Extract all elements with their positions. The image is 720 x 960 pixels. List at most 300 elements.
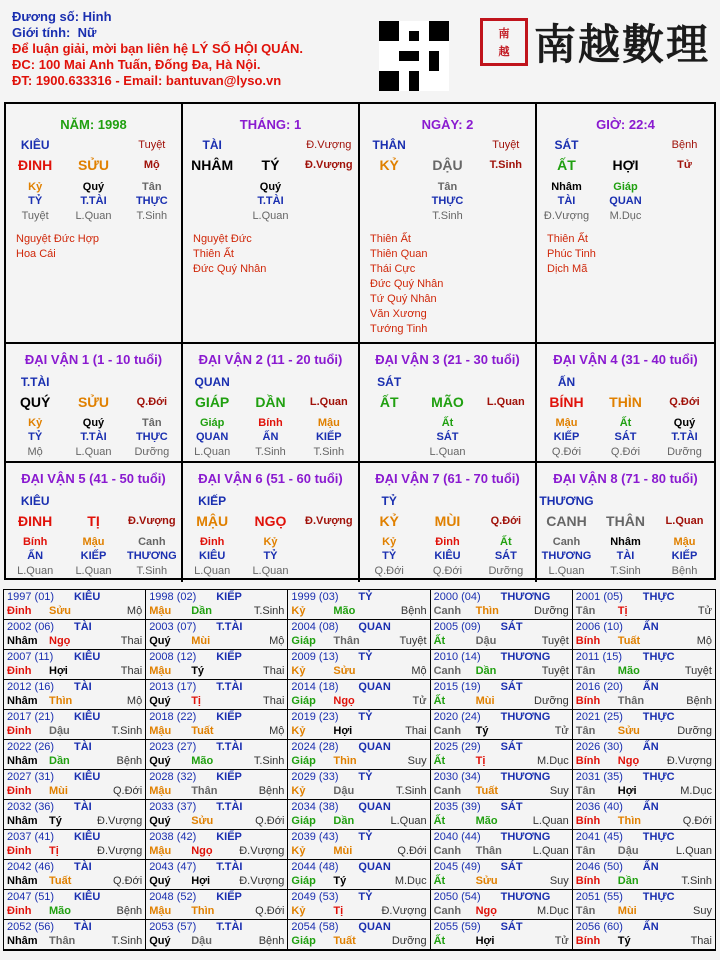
year-stem: Tân xyxy=(575,785,596,797)
year-cell xyxy=(288,620,430,650)
hidden-stage: Tuyệt xyxy=(21,210,49,222)
hidden-stem: Đinh xyxy=(435,536,460,548)
ten-god: KIẾP xyxy=(198,494,227,508)
year-stem: Quý xyxy=(149,875,171,887)
star-item: Nguyệt Đức xyxy=(193,233,252,245)
hidden-stage: T.Sinh xyxy=(432,210,463,222)
hidden-stages xyxy=(360,209,535,223)
year-branch: Thân xyxy=(617,695,645,707)
year-god: QUAN xyxy=(358,861,391,873)
year-cell xyxy=(288,920,430,950)
year-label: 2044 (48) xyxy=(291,861,339,873)
header-info xyxy=(12,9,303,89)
year-god: KIÊU xyxy=(74,831,101,843)
year-god: THƯƠNG xyxy=(500,831,551,843)
year-label: 2046 (50) xyxy=(575,861,623,873)
ten-god: ẤN xyxy=(557,375,576,389)
hidden-stage: T.Sinh xyxy=(255,446,286,458)
year-cell xyxy=(146,650,288,680)
year-god: THƯƠNG xyxy=(500,711,551,723)
year-stage: T.Sinh xyxy=(681,875,712,887)
year-branch: Thìn xyxy=(191,905,215,917)
hidden-stems xyxy=(360,180,535,194)
year-branch: Thân xyxy=(49,935,76,947)
ten-god: SÁT xyxy=(377,375,402,389)
year-god: THỰC xyxy=(642,831,675,843)
hidden-gods xyxy=(183,430,358,444)
stem-row xyxy=(537,158,714,172)
year-cell xyxy=(573,800,715,830)
year-god: QUAN xyxy=(358,801,391,813)
year-branch: Hợi xyxy=(475,935,495,947)
hidden-stem xyxy=(360,180,418,194)
year-stem: Bính xyxy=(575,695,601,707)
year-label: 2021 (25) xyxy=(575,711,623,723)
year-god: QUAN xyxy=(358,921,391,933)
hidden-gods xyxy=(537,549,714,563)
year-stem: Giáp xyxy=(291,935,316,947)
year-branch: Tý xyxy=(475,725,489,737)
stars-list xyxy=(16,232,99,262)
year-stage: Suy xyxy=(407,755,427,767)
year-cell xyxy=(288,590,430,620)
year-stage: Dưỡng xyxy=(391,935,427,947)
ten-god: THƯƠNG xyxy=(539,494,594,508)
hidden-stem: Quý xyxy=(82,181,105,193)
year-branch: Mùi xyxy=(333,845,353,857)
dai-van-cell xyxy=(183,344,360,463)
year-stage: Q.Đới xyxy=(255,905,285,917)
hidden-stem: Mậu xyxy=(82,536,105,548)
ruler-stage: Bệnh xyxy=(671,139,698,151)
year-cell xyxy=(4,800,146,830)
hidden-god xyxy=(360,194,418,208)
stem-stage: Đ.Vượng xyxy=(305,159,353,171)
year-cell xyxy=(288,770,430,800)
year-stem: Giáp xyxy=(291,815,316,827)
year-god: TỶ xyxy=(358,891,373,903)
year-stage: Mộ xyxy=(411,665,427,677)
star-item: Dịch Mã xyxy=(547,263,588,275)
year-god: KIÊU xyxy=(74,591,101,603)
year-god: THỰC xyxy=(642,891,675,903)
hidden-stage: L.Quan xyxy=(75,565,112,577)
year-stage: L.Quan xyxy=(675,845,712,857)
year-stem: Kỷ xyxy=(291,605,306,617)
year-god: QUAN xyxy=(358,741,391,753)
year-stem: Nhâm xyxy=(7,875,38,887)
year-god: TỶ xyxy=(358,651,373,663)
qr-code-icon[interactable] xyxy=(379,21,449,91)
spacer xyxy=(64,138,122,152)
hidden-stage xyxy=(300,564,358,578)
year-stage: Mộ xyxy=(126,695,143,707)
year-label: 2010 (14) xyxy=(433,651,481,663)
hidden-stems xyxy=(6,180,181,194)
stem-stage: Q.Đới xyxy=(136,396,168,408)
hidden-gods xyxy=(6,430,181,444)
gender-value: Nữ xyxy=(77,25,97,40)
year-branch: Tý xyxy=(617,935,631,947)
year-branch: Tuất xyxy=(191,725,214,737)
pillar-cell xyxy=(6,104,183,344)
year-branch: Dần xyxy=(617,875,639,887)
year-label: 2041 (45) xyxy=(575,831,623,843)
pillar-title: NĂM: 1998 xyxy=(60,117,127,132)
year-stem: Nhâm xyxy=(7,695,38,707)
year-branch: Tị xyxy=(617,605,628,617)
year-cell xyxy=(573,680,715,710)
year-cell xyxy=(431,740,573,770)
year-cell xyxy=(573,890,715,920)
year-cell xyxy=(146,680,288,710)
year-god: ẤN xyxy=(642,861,659,873)
year-stage: Đ.Vượng xyxy=(239,845,285,857)
hidden-stem: Mậu xyxy=(317,417,340,429)
year-branch: Sửu xyxy=(475,875,498,887)
year-label: 2045 (49) xyxy=(433,861,481,873)
year-branch: Tý xyxy=(333,875,347,887)
year-god: SÁT xyxy=(500,801,523,813)
year-cell xyxy=(146,770,288,800)
year-cell xyxy=(431,830,573,860)
year-cell xyxy=(288,800,430,830)
year-cell xyxy=(288,890,430,920)
hidden-god xyxy=(360,430,418,444)
owner-name: Đương số: Hinh xyxy=(12,9,112,24)
hidden-stem: Kỷ xyxy=(382,536,397,548)
year-god: SÁT xyxy=(500,741,523,753)
year-stem: Đinh xyxy=(7,725,32,737)
hidden-stage: Bệnh xyxy=(671,565,698,577)
year-stage: Thai xyxy=(262,665,285,677)
year-branch: Tý xyxy=(49,815,62,827)
dai-van-title: ĐẠI VẬN 5 (41 - 50 tuổi) xyxy=(21,471,166,486)
year-label: 2005 (09) xyxy=(433,621,481,633)
year-cell xyxy=(573,770,715,800)
contact-note: Để luận giải, mời bạn liên hệ LÝ SỐ HỘI QUÁN. xyxy=(12,41,303,56)
year-stem: Giáp xyxy=(291,635,316,647)
hidden-god: QUAN xyxy=(195,431,229,443)
year-cell xyxy=(4,590,146,620)
year-branch: Tị xyxy=(191,695,201,707)
hidden-god: T.TÀI xyxy=(80,195,107,207)
year-branch: Thân xyxy=(475,845,502,857)
hidden-stem: Ất xyxy=(441,417,454,429)
year-god: KIẾP xyxy=(216,831,242,843)
year-label: 2014 (18) xyxy=(291,681,339,693)
star-item: Tứ Quý Nhân xyxy=(370,293,437,305)
hidden-god: TỶ xyxy=(28,195,43,207)
earthly-branch: MÙI xyxy=(434,513,461,529)
year-god: ẤN xyxy=(642,741,659,753)
year-label: 2048 (52) xyxy=(149,891,197,903)
hidden-stages xyxy=(360,445,535,459)
year-stage: Dưỡng xyxy=(677,725,712,737)
year-cell xyxy=(4,620,146,650)
year-branch: Dần xyxy=(333,815,355,827)
god-row xyxy=(360,138,535,152)
hidden-stem: Nhâm xyxy=(610,536,641,548)
heavenly-stem: QUÝ xyxy=(19,394,51,410)
stem-row xyxy=(537,514,714,528)
dai-van-cell xyxy=(360,463,537,582)
hidden-stem: Nhâm xyxy=(551,181,582,193)
year-god: QUAN xyxy=(358,621,391,633)
year-stage: Thai xyxy=(120,665,143,677)
star-item: Thiên Ất xyxy=(193,248,234,260)
year-stem: Quý xyxy=(149,755,171,767)
year-god: THỰC xyxy=(642,711,675,723)
year-branch: Tý xyxy=(191,665,205,677)
year-cell xyxy=(4,860,146,890)
dai-van-cell xyxy=(183,463,360,582)
year-stage: Mộ xyxy=(696,635,712,647)
year-god: KIẾP xyxy=(216,891,242,903)
hidden-stage: T.Sinh xyxy=(136,565,168,577)
year-cell xyxy=(288,710,430,740)
spacer xyxy=(241,138,299,152)
year-cell xyxy=(573,590,715,620)
year-stage: L.Quan xyxy=(532,845,569,857)
year-cell xyxy=(4,830,146,860)
year-branch: Mão xyxy=(333,605,356,617)
year-god: TÀI xyxy=(74,741,92,753)
hidden-stems xyxy=(537,535,714,549)
year-stage: Q.Đới xyxy=(112,785,143,797)
year-stage: Thai xyxy=(120,635,143,647)
hidden-gods xyxy=(6,549,181,563)
hidden-god xyxy=(477,430,535,444)
hidden-gods xyxy=(183,549,358,563)
hidden-stem xyxy=(300,180,358,194)
year-stage: Bệnh xyxy=(686,695,712,707)
year-god: THƯƠNG xyxy=(500,771,551,783)
earthly-branch: TỊ xyxy=(87,513,100,529)
hidden-gods xyxy=(360,194,535,208)
year-branch: Mùi xyxy=(49,785,68,797)
year-label: 2025 (29) xyxy=(433,741,481,753)
year-stage: L.Quan xyxy=(532,815,569,827)
star-item: Hoa Cái xyxy=(16,248,56,260)
year-branch: Ngọ xyxy=(333,695,355,707)
year-cell xyxy=(146,620,288,650)
star-item: Thiên Quan xyxy=(370,248,428,260)
year-stem: Canh xyxy=(433,605,462,617)
year-god: SÁT xyxy=(500,921,523,933)
year-label: 2017 (21) xyxy=(7,711,55,723)
hidden-gods xyxy=(360,430,535,444)
year-god: ẤN xyxy=(642,921,659,933)
year-label: 2030 (34) xyxy=(433,771,481,783)
hidden-god xyxy=(477,194,535,208)
year-god: KIÊU xyxy=(74,891,101,903)
stem-stage: Mộ xyxy=(143,159,160,171)
year-stage: Đ.Vượng xyxy=(666,755,712,767)
heavenly-stem: NHÂM xyxy=(191,157,234,173)
earthly-branch: TÝ xyxy=(261,157,280,173)
year-branch: Thìn xyxy=(49,695,73,707)
stem-row xyxy=(6,514,181,528)
hidden-stem: Bính xyxy=(258,417,283,429)
year-stage: Đ.Vượng xyxy=(97,845,143,857)
hidden-stage: T.Sinh xyxy=(610,565,641,577)
year-branch: Ngọ xyxy=(475,905,497,917)
dai-van-cell xyxy=(537,344,714,463)
hidden-stage: L.Quan xyxy=(252,210,289,222)
year-cell xyxy=(288,860,430,890)
stars-list xyxy=(370,232,443,337)
ruler-stage: Tuyệt xyxy=(492,139,520,151)
year-stem: Giáp xyxy=(291,875,316,887)
star-item: Nguyệt Đức Hợp xyxy=(16,233,100,245)
earthly-branch: THÂN xyxy=(606,513,645,529)
year-cell xyxy=(4,890,146,920)
hidden-stage: L.Quan xyxy=(429,446,466,458)
year-god: TÀI xyxy=(74,921,92,933)
year-stage: Mộ xyxy=(269,635,285,647)
year-stem: Kỷ xyxy=(291,905,306,917)
year-cell xyxy=(4,770,146,800)
year-god: TỶ xyxy=(358,831,373,843)
spacer xyxy=(418,138,476,152)
year-stage: Tử xyxy=(412,695,427,707)
hidden-stage: Đ.Vượng xyxy=(543,210,590,222)
year-branch: Tuất xyxy=(475,785,498,797)
year-branch: Mão xyxy=(191,755,214,767)
hidden-god: QUAN xyxy=(609,195,642,207)
hidden-stages xyxy=(183,564,358,578)
hidden-stages xyxy=(183,209,358,223)
hidden-god: TÀI xyxy=(557,195,576,207)
year-label: 2026 (30) xyxy=(575,741,623,753)
star-item: Đức Quý Nhân xyxy=(370,278,444,290)
stem-stage: L.Quan xyxy=(309,396,348,408)
year-label: 2001 (05) xyxy=(575,591,623,603)
gender-label: Giới tính: xyxy=(12,25,71,40)
year-label: 2004 (08) xyxy=(291,621,339,633)
year-label: 2054 (58) xyxy=(291,921,339,933)
year-stem: Ất xyxy=(433,635,446,647)
year-god: THƯƠNG xyxy=(500,651,551,663)
hidden-stage xyxy=(477,209,535,223)
ten-god: KIÊU xyxy=(20,494,50,508)
year-branch: Hợi xyxy=(191,875,211,887)
year-stem: Quý xyxy=(149,815,171,827)
year-god: T.TÀI xyxy=(216,741,243,753)
year-god: THỰC xyxy=(642,591,675,603)
year-stage: L.Quan xyxy=(390,815,427,827)
year-cell xyxy=(573,920,715,950)
earthly-branch: DẬU xyxy=(432,157,463,173)
year-stem: Đinh xyxy=(7,665,32,677)
god-row xyxy=(360,375,535,389)
heavenly-stem: BÍNH xyxy=(549,394,584,410)
year-cell xyxy=(573,620,715,650)
year-label: 1997 (01) xyxy=(7,591,55,603)
year-stage: Q.Đới xyxy=(255,815,285,827)
hidden-stems xyxy=(6,416,181,430)
heavenly-stem: KỶ xyxy=(379,513,399,529)
stem-row xyxy=(6,158,181,172)
year-stem: Ất xyxy=(433,935,446,947)
hidden-stems xyxy=(6,535,181,549)
year-label: 2056 (60) xyxy=(575,921,623,933)
year-god: THỰC xyxy=(642,771,675,783)
hidden-stage: L.Quan xyxy=(75,210,112,222)
hidden-god: TỶ xyxy=(382,550,397,562)
year-branch: Tuất xyxy=(617,635,641,647)
year-stage: Đ.Vượng xyxy=(381,905,427,917)
year-branch: Dậu xyxy=(475,635,497,647)
year-label: 2009 (13) xyxy=(291,651,339,663)
god-row xyxy=(537,375,714,389)
year-god: KIÊU xyxy=(74,771,101,783)
year-stem: Mậu xyxy=(149,905,172,917)
hidden-stem xyxy=(360,416,418,430)
hidden-stem: Bính xyxy=(22,536,48,548)
year-stage: Bệnh xyxy=(400,605,427,617)
stem-row xyxy=(183,395,358,409)
year-label: 2022 (26) xyxy=(7,741,55,753)
year-cell xyxy=(146,890,288,920)
year-branch: Ngọ xyxy=(191,845,213,857)
year-label: 2032 (36) xyxy=(7,801,55,813)
year-stage: Tuyệt xyxy=(541,665,569,677)
year-god: T.TÀI xyxy=(216,681,243,693)
hidden-stem: Mậu xyxy=(673,536,696,548)
year-stem: Kỷ xyxy=(291,725,306,737)
star-item: Thiên Ất xyxy=(370,233,411,245)
hidden-god: SÁT xyxy=(494,550,517,562)
year-stem: Canh xyxy=(433,725,462,737)
year-cell xyxy=(431,710,573,740)
hidden-stems xyxy=(537,180,714,194)
heavenly-stem: MẬU xyxy=(196,513,229,529)
hidden-stage xyxy=(300,209,358,223)
stem-stage: Q.Đới xyxy=(669,396,700,408)
pillar-cell xyxy=(537,104,714,344)
stem-row xyxy=(360,514,535,528)
earthly-branch: HỢI xyxy=(612,157,639,173)
stem-row xyxy=(6,395,181,409)
year-stem: Mậu xyxy=(149,725,172,737)
god-row xyxy=(183,494,358,508)
year-god: KIẾP xyxy=(216,711,242,723)
hidden-stem: Tân xyxy=(437,181,458,193)
year-branch: Thìn xyxy=(475,605,499,617)
year-god: KIẾP xyxy=(216,651,242,663)
year-label: 2036 (40) xyxy=(575,801,623,813)
year-cell xyxy=(431,800,573,830)
year-branch: Dần xyxy=(191,605,212,617)
year-stem: Mậu xyxy=(149,785,172,797)
hidden-stem: Quý xyxy=(82,417,105,429)
year-stem: Canh xyxy=(433,785,462,797)
year-stage: Dưỡng xyxy=(534,695,569,707)
address: ĐC: 100 Mai Anh Tuấn, Đống Đa, Hà Nội. xyxy=(12,57,261,72)
year-stage: Tuyệt xyxy=(684,665,712,677)
hidden-stage: L.Quan xyxy=(75,446,112,458)
year-stem: Đinh xyxy=(7,785,32,797)
ten-god: TỶ xyxy=(381,494,397,508)
year-stage: Mộ xyxy=(126,605,143,617)
year-label: 2052 (56) xyxy=(7,921,55,933)
year-stem: Tân xyxy=(575,605,596,617)
year-branch: Tị xyxy=(49,845,59,857)
year-label: 2034 (38) xyxy=(291,801,339,813)
year-branch: Thìn xyxy=(333,755,357,767)
